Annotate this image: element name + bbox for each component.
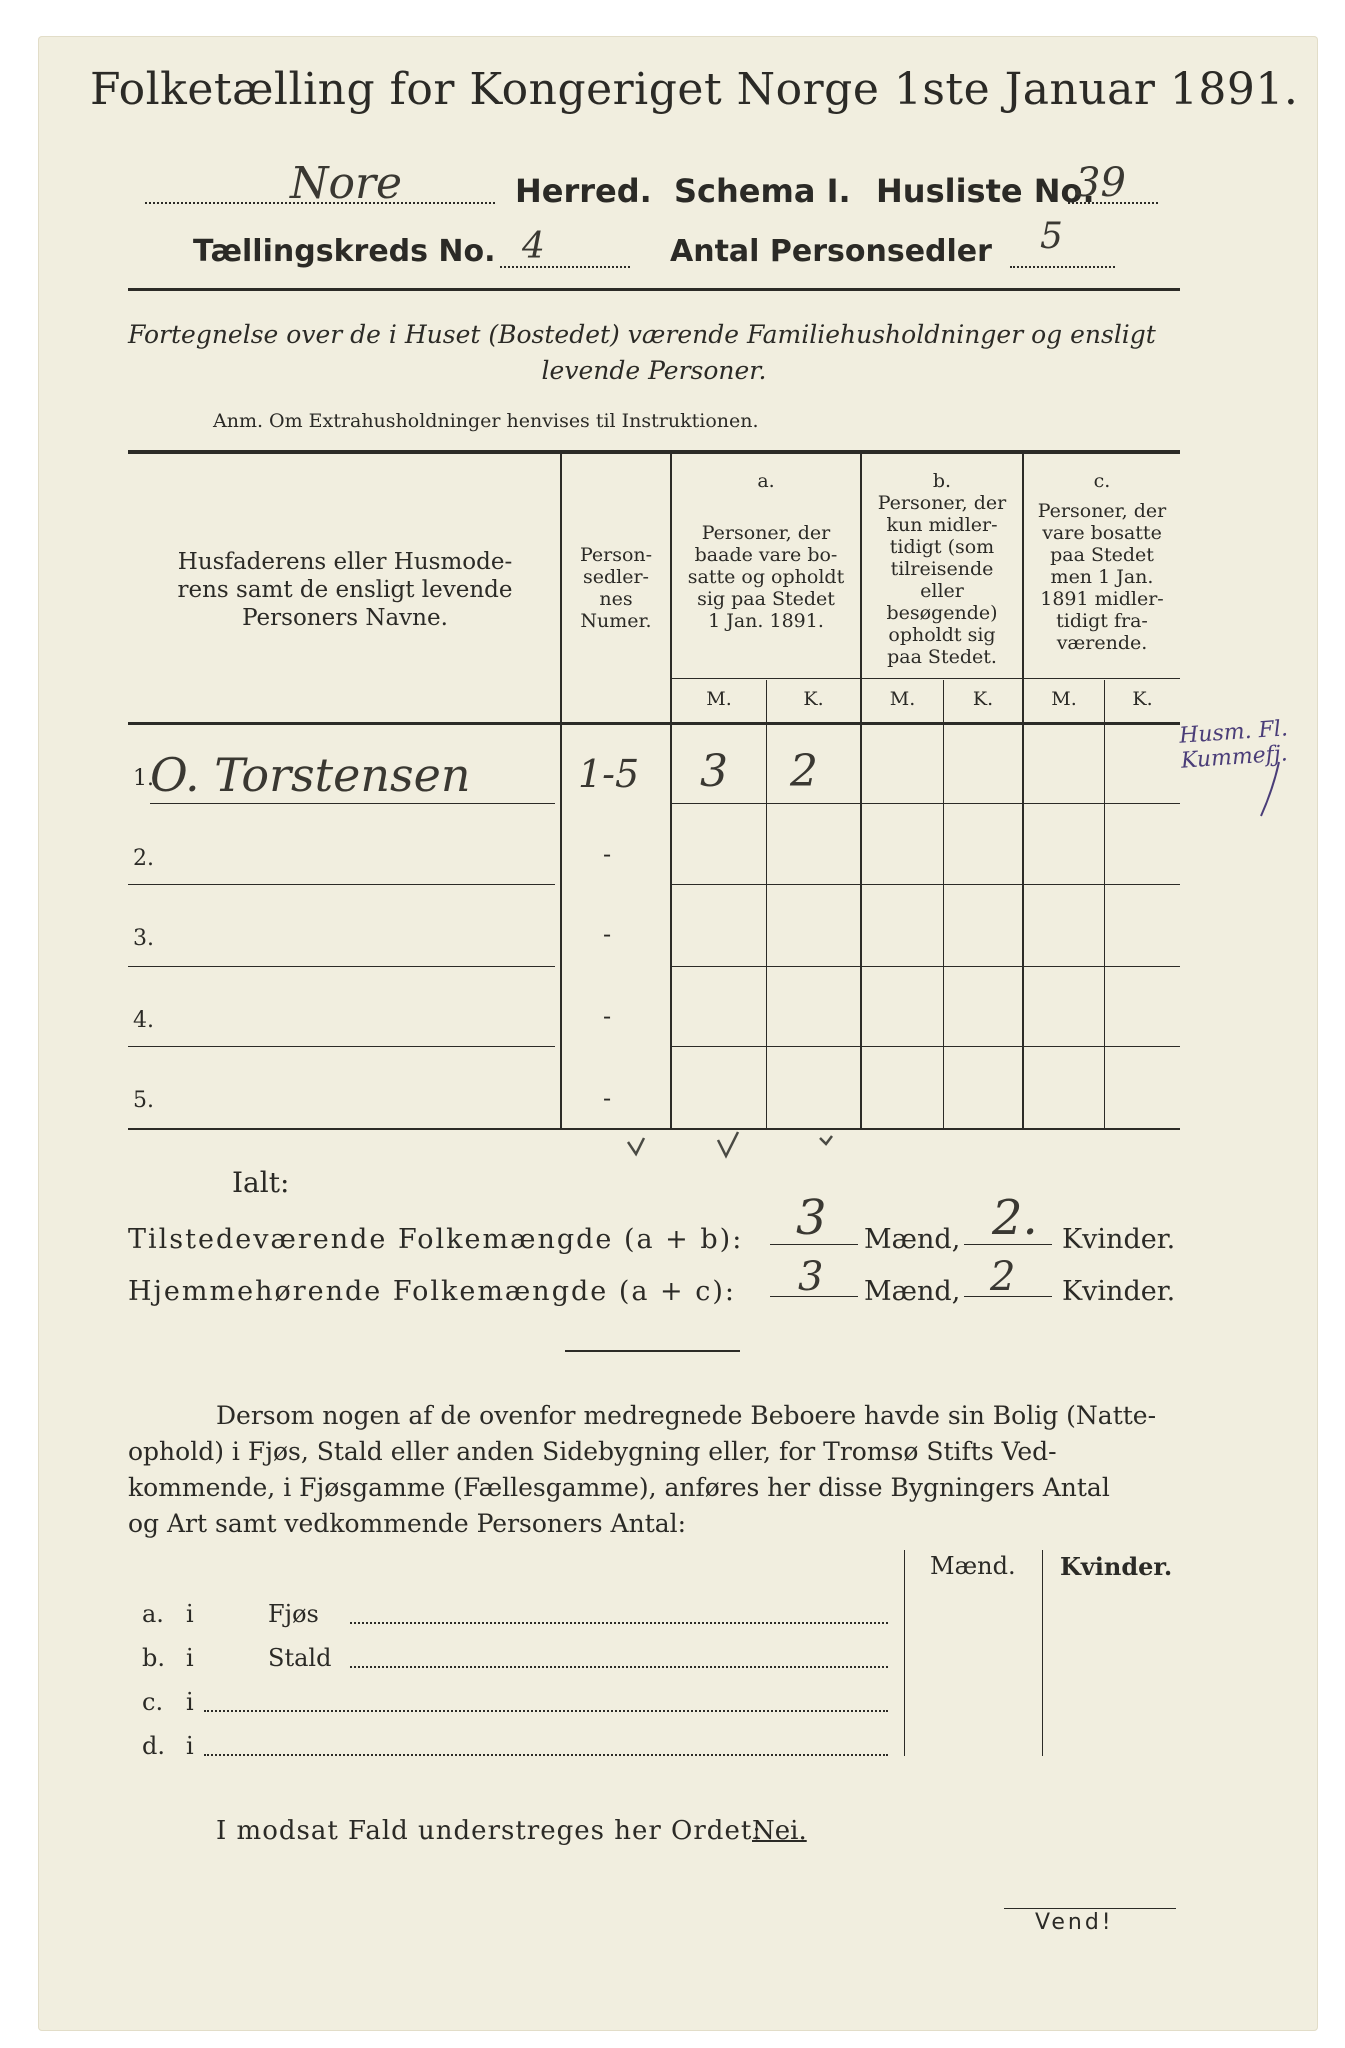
nei-word: Nei. [752,1816,807,1846]
modsat-text: I modsat Fald understreges her Ordet: [216,1816,763,1846]
building-letter: b. [142,1644,165,1672]
husliste-value: 39 [1075,160,1126,206]
hjemme-label: Hjemmehørende Folkemængde (a + c): [128,1276,736,1307]
count-a-m: 3 [700,746,728,797]
row-line [672,884,1180,885]
dotted-line [204,1710,888,1712]
header-text: nes [599,588,633,610]
building-letter: c. [142,1688,164,1716]
person-numer: - [603,840,612,868]
mk-label: M. [706,688,732,710]
building-label: Fjøs [268,1600,319,1628]
header-text: Husfaderens eller Husmode- [177,549,513,575]
maend-label: Mænd, [864,1224,961,1255]
header-text: værende. [1056,632,1148,654]
antal-value: 5 [1040,216,1063,257]
col-c-header [1024,470,1180,654]
herred-value: Nore [290,158,403,209]
row-number: 1. [133,766,154,791]
header-text: Personer, der [701,522,831,544]
building-letter: a. [142,1600,164,1628]
schema-label: Schema I. [674,172,851,210]
header-text: tilreisende [890,558,994,580]
col-divider [1042,1550,1043,1756]
kvinder-label: Kvinder. [1062,1276,1176,1307]
mk-label: M. [1051,688,1077,710]
row-line [672,803,1180,804]
header-text: Personer, der [877,492,1007,514]
header-text: paa Stedet [1050,544,1154,566]
kreds-value: 4 [522,226,545,267]
page-title: Folketælling for Kongeriget Norge 1ste Januar 1891. [90,64,1299,115]
margin-bracket [1255,760,1285,820]
header-text: eller [920,580,964,602]
building-letter: d. [142,1732,165,1760]
header-text: men 1 Jan. [1050,566,1154,588]
header-text: baade vare bo- [694,544,838,566]
tilstede-m: 3 [796,1190,827,1246]
header-text: Personer, der [1037,500,1167,522]
dotted-line [204,1754,888,1756]
header-text: sedler- [583,566,649,588]
person-name: O. Torstensen [150,748,471,802]
herred-label: Herred. [515,172,652,210]
col-a-header [672,470,860,632]
header-text: 1891 midler- [1040,588,1164,610]
row-line [150,803,555,804]
anm-note: Anm. Om Extrahusholdninger henvises til Instruktionen. [213,410,759,432]
paragraph-line: kommende, i Fjøsgamme (Fællesgamme), anføres her disse Bygningers Antal [128,1473,1110,1502]
header-letter: a. [757,470,775,492]
antal-label: Antal Personsedler [670,234,992,269]
check-marks [622,1128,852,1168]
tilstede-label: Tilstedeværende Folkemængde (a + b): [128,1224,744,1255]
building-label: Stald [268,1644,332,1672]
paragraph-line: og Art samt vedkommende Personers Antal: [128,1509,687,1538]
mk-label: K. [972,688,994,710]
mk-label: K. [1132,688,1153,710]
margin-note-line: Kummefj. [1180,741,1289,774]
row-line [672,1046,1180,1047]
vend-label: Vend! [1035,1910,1114,1935]
row-line [128,966,555,967]
building-i: i [186,1688,194,1716]
row-number: 3. [133,926,154,951]
building-i: i [186,1644,194,1672]
person-numer: - [603,1084,612,1112]
hjemme-m: 3 [798,1254,824,1300]
kvinder-label: Kvinder. [1062,1224,1176,1255]
header-text: sig paa Stedet [697,588,835,610]
header-text: opholdt sig [888,624,996,646]
ialt-label: Ialt: [232,1166,290,1199]
header-text: vare bosatte [1042,522,1162,544]
margin-note-line: Husm. Fl. [1178,716,1289,749]
header-text: tidigt fra- [1056,610,1148,632]
row-line [672,966,1180,967]
buildings-kvinder-header: Kvinder. [1060,1552,1173,1581]
paragraph-line: ophold) i Fjøs, Stald eller anden Sidebygning eller, for Tromsø Stifts Ved- [128,1437,1057,1466]
count-a-k: 2 [790,746,818,797]
col-divider [904,1550,905,1756]
kreds-line [500,266,630,268]
paragraph-line: Dersom nogen af de ovenfor medregnede Beboere havde sin Bolig (Natte- [216,1401,1157,1430]
header-text: satte og opholdt [687,566,845,588]
header-text: 1 Jan. 1891. [708,610,824,632]
intro-line2: levende Personer. [541,356,767,385]
row-number: 2. [133,846,154,871]
header-letter: c. [1093,470,1111,492]
mk-label: M. [889,688,916,710]
maend-label: Mænd, [864,1276,961,1307]
antal-line [1010,266,1115,268]
person-numer: - [603,920,612,948]
dotted-line [350,1622,888,1624]
col-divider [943,680,944,1128]
dotted-line [350,1666,888,1668]
row-line [128,1046,555,1047]
mk-label: K. [803,688,824,710]
col-names-header [135,548,555,632]
buildings-paragraph [128,1398,1180,1542]
header-rule [128,288,1180,291]
header-letter: b. [932,470,952,492]
row-number: 4. [133,1008,154,1033]
husliste-label: Husliste No. [876,172,1095,210]
person-numer: - [603,1002,612,1030]
vend-rule [1004,1908,1176,1909]
header-text: rens samt de ensligt levende [177,577,513,603]
col-divider [766,680,767,1128]
col-divider [1104,680,1105,1128]
tilstede-k: 2. [992,1190,1038,1246]
header-text: paa Stedet. [887,646,997,668]
header-text: kun midler- [886,514,998,536]
building-i: i [186,1732,194,1760]
header-text: tidigt (som [889,536,995,558]
header-text: besøgende) [886,602,998,624]
kreds-label: Tællingskreds No. [193,234,496,269]
hjemme-k: 2 [990,1254,1016,1300]
mk-rule [672,678,1180,679]
header-text: Person- [579,544,653,566]
header-text: Personers Navne. [242,605,448,631]
person-numer: 1-5 [578,752,640,796]
buildings-maend-header: Mænd. [930,1552,1016,1580]
row-number: 5. [133,1088,154,1113]
row-line [128,884,555,885]
col-b-header [862,470,1022,668]
building-i: i [186,1600,194,1628]
col-numer-header [562,544,670,632]
intro-line1: Fortegnelse over de i Huset (Bostedet) værende Familiehusholdninger og ensligt [128,320,1156,349]
header-text: Numer. [580,610,652,632]
section-divider [565,1350,740,1352]
